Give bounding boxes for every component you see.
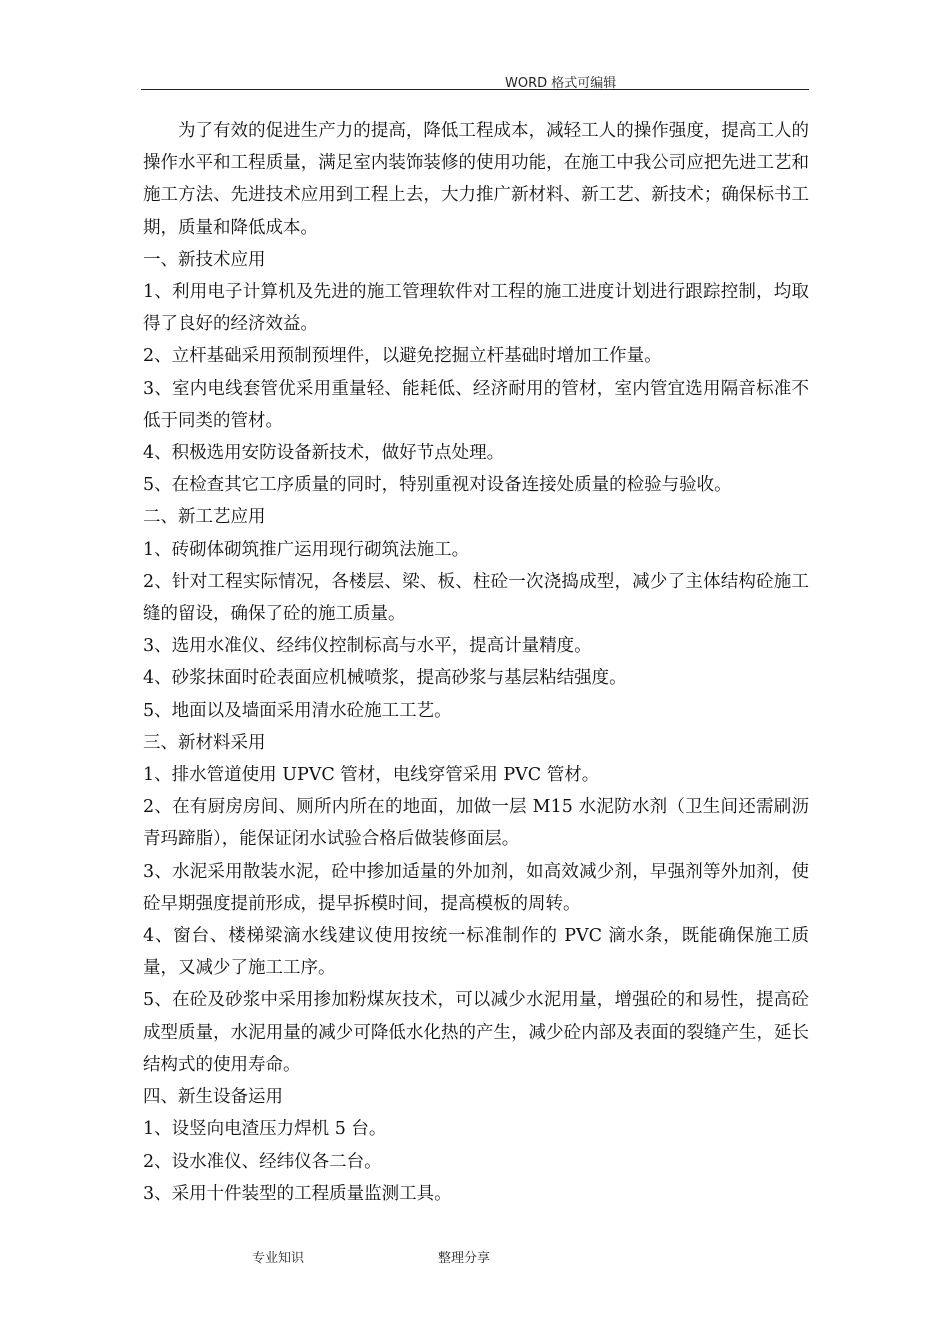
header-divider <box>141 89 809 90</box>
list-item: 1、排水管道使用 UPVC 管材，电线穿管采用 PVC 管材。 <box>143 765 600 786</box>
section-heading-new-equipment: 四、新生设备运用 <box>143 1087 283 1108</box>
list-item: 3、水泥采用散装水泥，砼中掺加适量的外加剂，如高效减少剂，早强剂等外加剂，使砼早期强度提前形成，提早拆模时间，提高模板的周转。 <box>143 861 809 914</box>
list-item: 2、在有厨房房间、厕所内所在的地面，加做一层 M15 水泥防水剂（卫生间还需刷沥青玛蹄脂），能保证闭水试验合格后做装修面层。 <box>143 797 809 850</box>
footer-left-text: 专业知识 <box>252 1251 305 1266</box>
footer-right-text: 整理分享 <box>438 1251 491 1266</box>
list-item: 4、窗台、楼梯梁滴水线建议使用按统一标准制作的 PVC 滴水条，既能确保施工质量，又减少了施工工序。 <box>143 926 809 979</box>
list-item: 1、利用电子计算机及先进的施工管理软件对工程的施工进度计划进行跟踪控制，均取得了良好的经济效益。 <box>143 282 809 335</box>
list-item: 3、选用水准仪、经纬仪控制标高与水平，提高计量精度。 <box>143 636 592 657</box>
section-heading-new-process: 二、新工艺应用 <box>143 507 266 528</box>
list-item: 5、在砼及砂浆中采用掺加粉煤灰技术，可以减少水泥用量，增强砼的和易性，提高砼成型质量，水泥用量的减少可降低水化热的产生，减少砼内部及表面的裂缝产生，延长结构式的使用寿命。 <box>143 990 809 1075</box>
section-heading-new-technology: 一、新技术应用 <box>143 249 266 270</box>
list-item: 1、设竖向电渣压力焊机 5 台。 <box>143 1119 387 1140</box>
page-header: WORD 格式可编辑 <box>505 76 617 91</box>
list-item: 3、室内电线套管优采用重量轻、能耗低、经济耐用的管材，室内管宜选用隔音标准不低于同类的管材。 <box>143 378 809 431</box>
section-heading-new-materials: 三、新材料采用 <box>143 732 266 753</box>
list-item: 3、采用十件装型的工程质量监测工具。 <box>143 1183 452 1204</box>
list-item: 4、积极选用安防设备新技术，做好节点处理。 <box>143 443 505 464</box>
list-item: 2、设水准仪、经纬仪各二台。 <box>143 1151 382 1172</box>
list-item: 2、针对工程实际情况，各楼层、梁、板、柱砼一次浇捣成型，减少了主体结构砼施工缝的留设，确保了砼的施工质量。 <box>143 571 809 625</box>
list-item: 2、立杆基础采用预制预埋件，以避免挖掘立杆基础时增加工作量。 <box>143 346 662 367</box>
document-body <box>143 115 809 1210</box>
list-item: 1、砖砌体砌筑推广运用现行砌筑法施工。 <box>143 539 470 560</box>
intro-paragraph: 为了有效的促进生产力的提高，降低工程成本，减轻工人的操作强度，提高工人的操作水平和工程质量，满足室内装饰装修的使用功能，在施工中我公司应把先进工艺和施工方法、先进技术应用到工程上去，大力推广新材料、新工艺、新技术；确保标书工期，质量和降低成本。 <box>143 121 809 238</box>
list-item: 4、砂浆抹面时砼表面应机械喷浆，提高砂浆与基层粘结强度。 <box>143 668 627 689</box>
list-item: 5、在检查其它工序质量的同时，特别重视对设备连接处质量的检验与验收。 <box>143 475 732 496</box>
list-item: 5、地面以及墙面采用清水砼施工工艺。 <box>143 700 452 721</box>
